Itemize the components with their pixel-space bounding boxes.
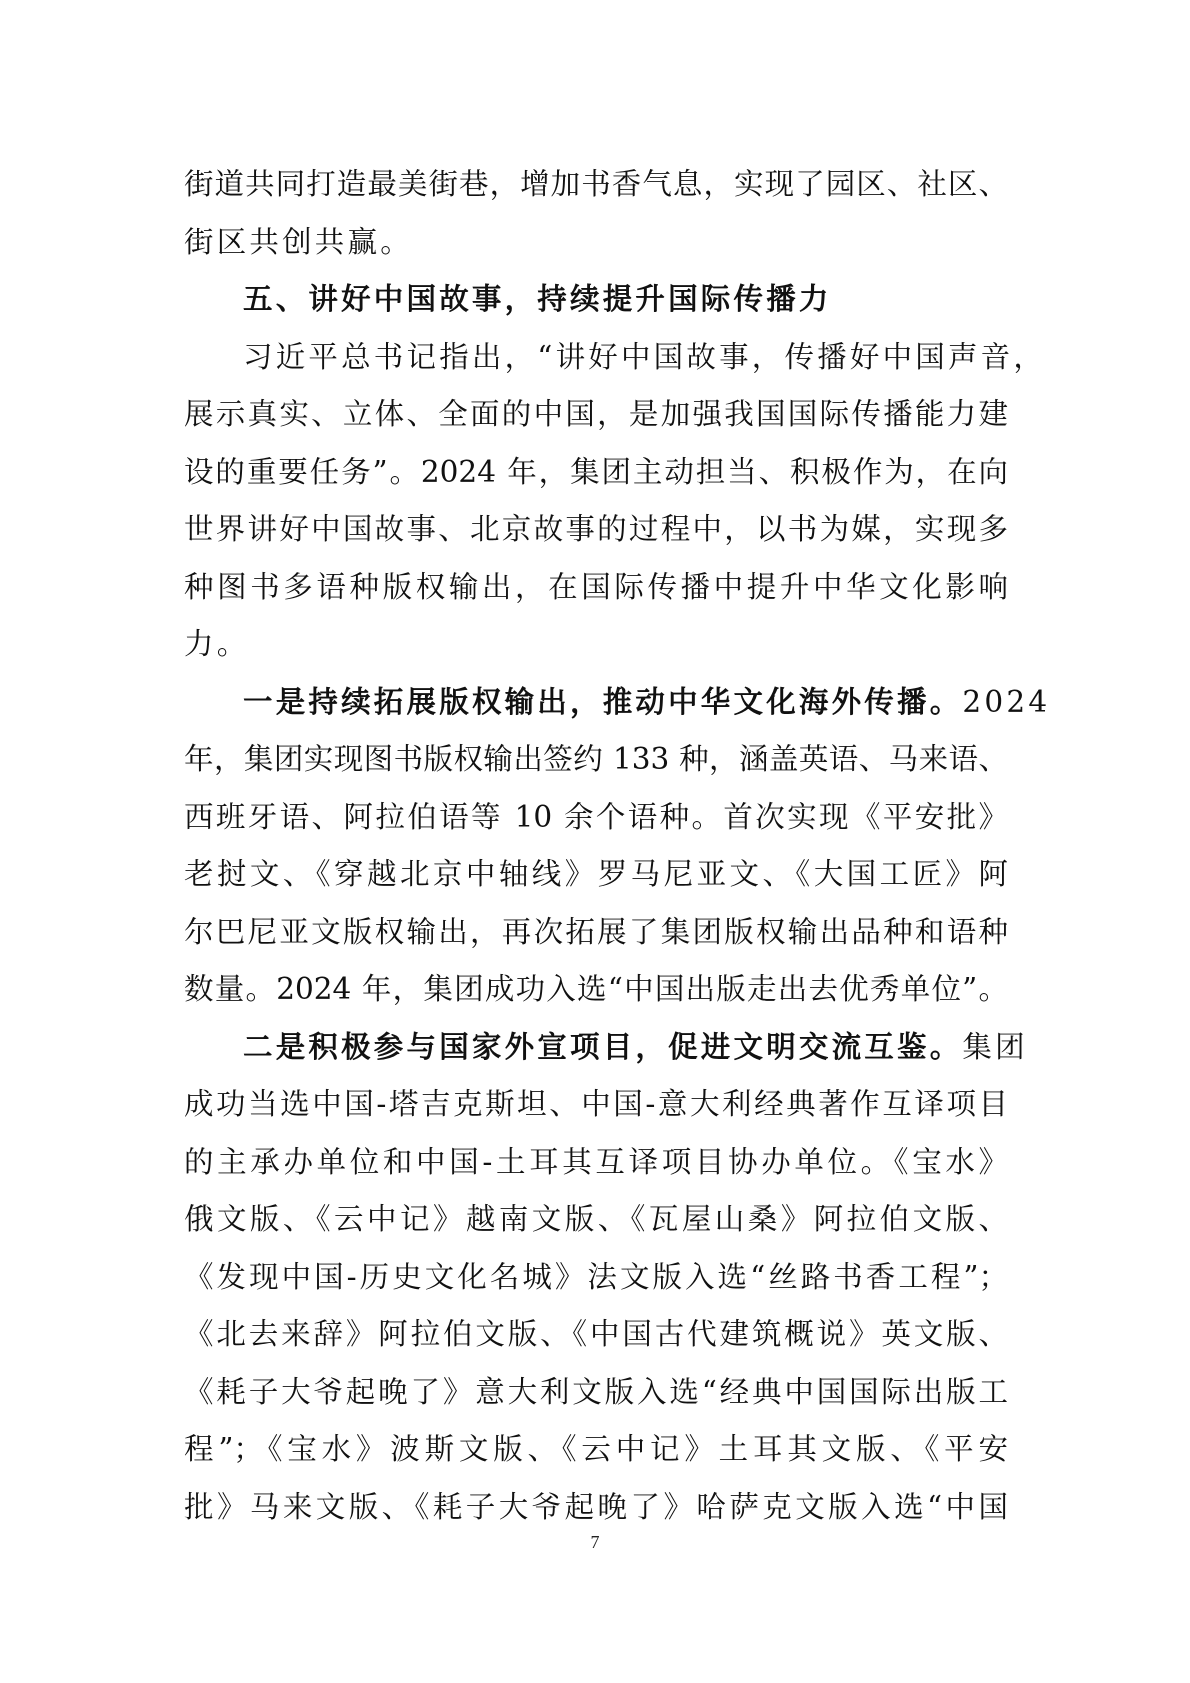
text-line: 力。 [184, 627, 250, 661]
text-line: 西班牙语、阿拉伯语等 10 余个语种。首次实现《平安批》 [184, 799, 1008, 834]
paragraph-first-line [184, 674, 1051, 732]
text-fragment: 2024 [962, 684, 1051, 719]
text-line: 《耗子大爷起晚了》意大利文版入选“经典中国国际出版工 [184, 1374, 1008, 1409]
text-line: 展示真实、立体、全面的中国，是加强我国国际传播能力建 [184, 397, 1008, 431]
text-line: 俄文版、《云中记》越南文版、《瓦屋山桑》阿拉伯文版、 [184, 1202, 1008, 1236]
text-line: 街道共同打造最美街巷，增加书香气息，实现了园区、社区、 [184, 167, 1008, 201]
text-line: 数量。2024 年，集团成功入选“中国出版走出去优秀单位”。 [184, 972, 1008, 1006]
section-heading: 五、讲好中国故事，持续提升国际传播力 [243, 282, 832, 316]
paragraph-first-line: 习近平总书记指出，“讲好中国故事，传播好中国声音， [243, 339, 1047, 374]
text-line: 设的重要任务”。2024 年，集团主动担当、积极作为，在向 [184, 454, 1008, 489]
text-line: 街区共创共赢。 [184, 224, 413, 259]
text-line: 的主承办单位和中国-土耳其互译项目协办单位。《宝水》 [184, 1144, 1008, 1179]
text-line: 种图书多语种版权输出，在国际传播中提升中华文化影响 [184, 569, 1008, 604]
text-fragment: 集团 [962, 1029, 1028, 1064]
text-line: 《北去来辞》阿拉伯文版、《中国古代建筑概说》英文版、 [184, 1317, 1008, 1351]
bold-lead-copyright-export: 一是持续拓展版权输出，推动中华文化海外传播。 [243, 684, 963, 719]
text-line: 世界讲好中国故事、北京故事的过程中，以书为媒，实现多 [184, 512, 1008, 546]
text-line: 程”；《宝水》波斯文版、《云中记》土耳其文版、《平安 [184, 1432, 1008, 1466]
body-text [184, 156, 1051, 1536]
text-line: 批》马来文版、《耗子大爷起晚了》哈萨克文版入选“中国 [184, 1489, 1008, 1524]
bold-lead-foreign-projects: 二是积极参与国家外宣项目，促进文明交流互鉴。 [243, 1029, 963, 1064]
text-line: 《发现中国-历史文化名城》法文版入选“丝路书香工程”； [184, 1259, 1008, 1294]
text-line: 尔巴尼亚文版权输出，再次拓展了集团版权输出品种和语种 [184, 914, 1008, 949]
text-line: 成功当选中国-塔吉克斯坦、中国-意大利经典著作互译项目 [184, 1087, 1008, 1121]
text-line: 老挝文、《穿越北京中轴线》罗马尼亚文、《大国工匠》阿 [184, 857, 1008, 891]
page-number: 7 [590, 1532, 600, 1552]
paragraph-first-line [184, 1019, 1028, 1077]
text-line: 年，集团实现图书版权输出签约 133 种，涵盖英语、马来语、 [184, 742, 1008, 776]
